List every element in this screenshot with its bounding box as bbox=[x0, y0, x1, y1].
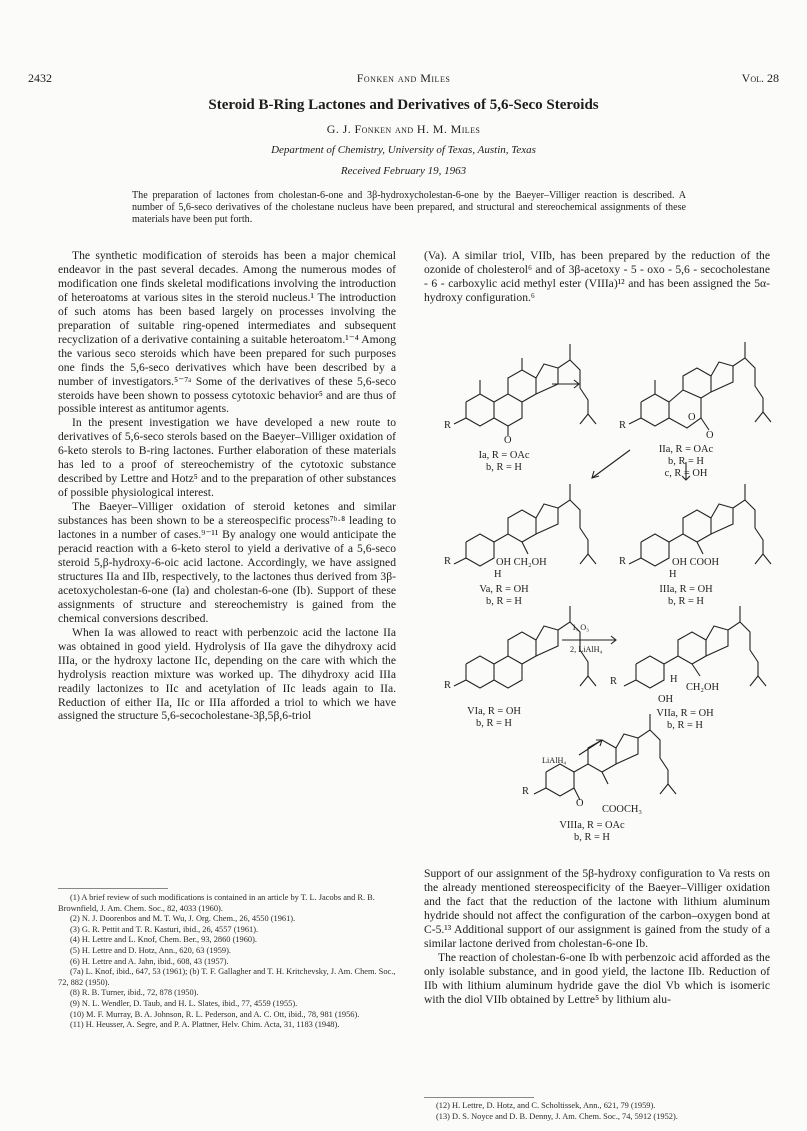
r-label: R bbox=[444, 680, 451, 691]
steroid-skeleton-Ia bbox=[454, 344, 596, 436]
r-label: R bbox=[610, 676, 617, 687]
r-label: R bbox=[444, 420, 451, 431]
footnote: (4) H. Lettre and L. Knof, Chem. Ber., 93, 2860 (1960). bbox=[70, 935, 258, 945]
footnote: (1) A brief review of such modifications is contained in an article by T. L. Jacobs and R. B. Brownfield, J. Am. Chem. Soc., 82, 4033 (1960). bbox=[58, 893, 375, 913]
footnote-rule bbox=[58, 888, 168, 889]
r-label: R bbox=[619, 556, 626, 567]
r-label: R bbox=[522, 786, 529, 797]
compound-label: b, R = H bbox=[667, 720, 703, 731]
paragraph: The Baeyer–Villiger oxidation of steroid ketones and similar substances has been shown to be a stereospecific process⁷ᵇ·⁸ leading to lactones in a number of cases.⁹⁻¹¹ By analogy one would anticipate the peracid reaction with a 6-keto sterol to yield a derivative of a 5,6-seco steroid 5,β-hydroxy-6-oic acid lactone. Accordingly, we have assigned structures IIa and IIb, respectively, to the lactones thus derived from 3β-acetoxycholestan-6-one (Ia) and cholestan-6-one (Ib). Support of these assignments of structure and stereochemistry is gained from the chemical conversions described. bbox=[58, 500, 396, 625]
footnote: (3) G. R. Pettit and T. R. Kasturi, ibid., 26, 4557 (1961). bbox=[70, 924, 259, 934]
compound-label: b, R = H bbox=[668, 456, 704, 467]
authors: G. J. Fonken and H. M. Miles bbox=[326, 122, 481, 136]
compound-label: b, R = H bbox=[486, 462, 522, 473]
footnote: (2) N. J. Doorenbos and M. T. Wu, J. Org. Chem., 26, 4550 (1961). bbox=[70, 914, 296, 924]
steroid-skeleton-IIIa bbox=[629, 484, 771, 566]
received-date: Received February 19, 1963 bbox=[340, 165, 467, 177]
paragraph: (Va). A similar triol, VIIb, has been prepared by the reduction of the ozonide of cholesterol⁶ and of 3β-acetoxy - 5 - oxo - 5,6 - secocholestane - 6 - carboxylic acid methyl ester (VIIIa)¹² and has been assigned the 5α-hydroxy configuration.⁶ bbox=[424, 249, 770, 304]
oxygen-label: O bbox=[576, 798, 584, 809]
oxygen-label: O bbox=[504, 435, 512, 446]
right-column-top bbox=[424, 249, 770, 305]
article-title: Steroid B-Ring Lactones and Derivatives of 5,6-Seco Steroids bbox=[208, 97, 599, 113]
paragraph: When Ia was allowed to react with perbenzoic acid the lactone IIa was obtained in good yield. Hydrolysis of IIa gave the dihydroxy acid IIIa, or the hydroxy lactone IIc, depending on the care with which the hydrolysis reaction mixture was worked up. The dihydroxy acid IIIa readily lactonizes to IIc and acetylation of IIc leads again to IIa. Reduction of either IIa, IIc or IIIa afforded a triol to which we have assigned the structure 5,6-secocholestane-3β,5β,6-triol bbox=[58, 625, 396, 723]
hydrogen-label: H bbox=[669, 569, 677, 580]
footnote: (9) N. L. Wendler, D. Taub, and H. L. Slates, ibid., 77, 4559 (1955). bbox=[70, 998, 298, 1008]
steroid-skeleton-Va bbox=[454, 484, 596, 566]
footnote-rule bbox=[424, 1097, 534, 1098]
reagent-label: LiAlH₄ bbox=[542, 756, 567, 765]
footnotes-left bbox=[58, 893, 396, 1031]
abstract: The preparation of lactones from cholestan-6-one and 3β-hydroxycholestan-6-one by the Baeyer–Villiger reaction is described. A number of 5,6-seco derivatives of the cholestane nucleus have been prepared, and structural and stereochemical assignments of these materials have been put forth. bbox=[132, 190, 686, 225]
compound-label: IIIa, R = OH bbox=[659, 584, 713, 595]
substituent-label: OH CH₂OH bbox=[496, 557, 547, 568]
compound-label: b, R = H bbox=[668, 596, 704, 607]
footnote: (6) H. Lettre and A. Jahn, ibid., 608, 43 (1957). bbox=[70, 956, 229, 966]
compound-label: Va, R = OH bbox=[479, 584, 529, 595]
compound-label: VIa, R = OH bbox=[467, 706, 521, 717]
paragraph: The synthetic modification of steroids has been a major chemical endeavor in the past several decades. Among the numerous modes of modification one finds skeletal modifications involving the introduction of heteroatoms at various sites in the steroid nucleus.¹ The introduction of such atoms has been based largely on processes involving the preparation of suitable ring-opened intermediates and subsequent recyclization of a derivative containing a suitable heteroatom.¹⁻⁴ Among the various seco steroids which have been prepared for such purposes one finds the 5,6-seco derivatives which have been described by a number of investigators.⁵⁻⁷ᵃ Some of the derivatives of these 5,6-seco steroids have been shown to possess cytotoxic behavior⁵ and are thus of possible interest as antitumor agents. bbox=[58, 249, 396, 416]
footnote: (7a) L. Knof, ibid., 647, 53 (1961); (b) T. F. Gallagher and T. H. Kritchevsky, J. Am. Chem. Soc., 72, 882 (1950). bbox=[58, 967, 396, 987]
compound-label: b, R = H bbox=[574, 832, 610, 843]
page-number: 2432 bbox=[28, 71, 52, 85]
footnote: (13) D. S. Noyce and D. B. Denny, J. Am. Chem. Soc., 74, 5912 (1952). bbox=[436, 1111, 678, 1121]
running-header bbox=[28, 71, 779, 87]
footnote: (10) M. F. Murray, B. A. Johnson, R. L. Pederson, and A. C. Ott, ibid., 78, 981 (1956). bbox=[70, 1009, 360, 1019]
hydrogen-label: H bbox=[670, 674, 678, 685]
footnote: (11) H. Heusser, A. Segre, and P. A. Plattner, Helv. Chim. Acta, 31, 1183 (1948). bbox=[70, 1020, 340, 1030]
hydrogen-label: H bbox=[494, 569, 502, 580]
volume-label: Vol. 28 bbox=[741, 71, 779, 85]
reagent-label: 1, O₃ bbox=[572, 623, 589, 632]
footnote: (5) H. Lettre and D. Hotz, Ann., 620, 63 (1959). bbox=[70, 945, 231, 955]
running-title: Fonken and Miles bbox=[356, 71, 451, 85]
paragraph: Support of our assignment of the 5β-hydroxy configuration to Va rests on the already mentioned stereospecificity of the Baeyer–Villiger oxidation and the fact that the reduction of the lactone with lithium aluminum hydride should not affect the configuration of the carbon–oxygen bond at C-5.¹³ Additional support of our assignment is gained from the study of a similar lactone derived from cholestan-6-one Ib. bbox=[424, 867, 770, 950]
steroid-skeleton-VIIa bbox=[624, 606, 766, 688]
compound-label: b, R = H bbox=[476, 718, 512, 729]
left-column bbox=[58, 249, 396, 723]
r-label: R bbox=[444, 556, 451, 567]
oxygen-label: O bbox=[706, 430, 714, 441]
hydroxyl-label: OH bbox=[658, 694, 674, 705]
paragraph: The reaction of cholestan-6-one Ib with perbenzoic acid afforded as the only isolable substance, and in good yield, the lactone IIb. Reduction of IIb with lithium aluminum hydride gave the diol Vb which is isomeric with the diol VIIb obtained by Lettre⁵ by lithium alu- bbox=[424, 950, 770, 1006]
steroid-skeleton-IIa bbox=[629, 342, 771, 430]
r-label: R bbox=[619, 420, 626, 431]
footnote: (12) H. Lettre, D. Hotz, and C. Scholtissek, Ann., 621, 79 (1959). bbox=[436, 1101, 656, 1110]
oxygen-label: O bbox=[688, 412, 696, 423]
reaction-scheme bbox=[424, 330, 774, 860]
compound-label: c, R = OH bbox=[664, 468, 708, 479]
footnote: (8) R. B. Turner, ibid., 72, 878 (1950). bbox=[70, 988, 199, 998]
compound-label: VIIa, R = OH bbox=[656, 708, 714, 719]
substituent-label: CH₂OH bbox=[686, 682, 720, 693]
reagent-label: 2, LiAlH₄ bbox=[570, 645, 603, 654]
substituent-label: OH COOH bbox=[672, 557, 720, 568]
compound-label: IIa, R = OAc bbox=[658, 444, 714, 455]
footnotes-right bbox=[424, 1101, 770, 1122]
compound-label: VIIIa, R = OAc bbox=[559, 820, 625, 831]
right-column-bottom bbox=[424, 867, 770, 1007]
compound-label: b, R = H bbox=[486, 596, 522, 607]
affiliation: Department of Chemistry, University of Texas, Austin, Texas bbox=[271, 144, 536, 156]
compound-label: Ia, R = OAc bbox=[478, 450, 530, 461]
substituent-label: COOCH₃ bbox=[602, 804, 642, 815]
paragraph: In the present investigation we have developed a new route to derivatives of 5,6-seco sterols based on the Baeyer–Villiger oxidation of 6-keto sterols to B-ring lactones. Further elaboration of these materials has led to a proof of stereochemistry of the cytotoxic substance described by Lettre and Hotz⁵ and to the preparation of other substances of possible physiological interest. bbox=[58, 416, 396, 500]
